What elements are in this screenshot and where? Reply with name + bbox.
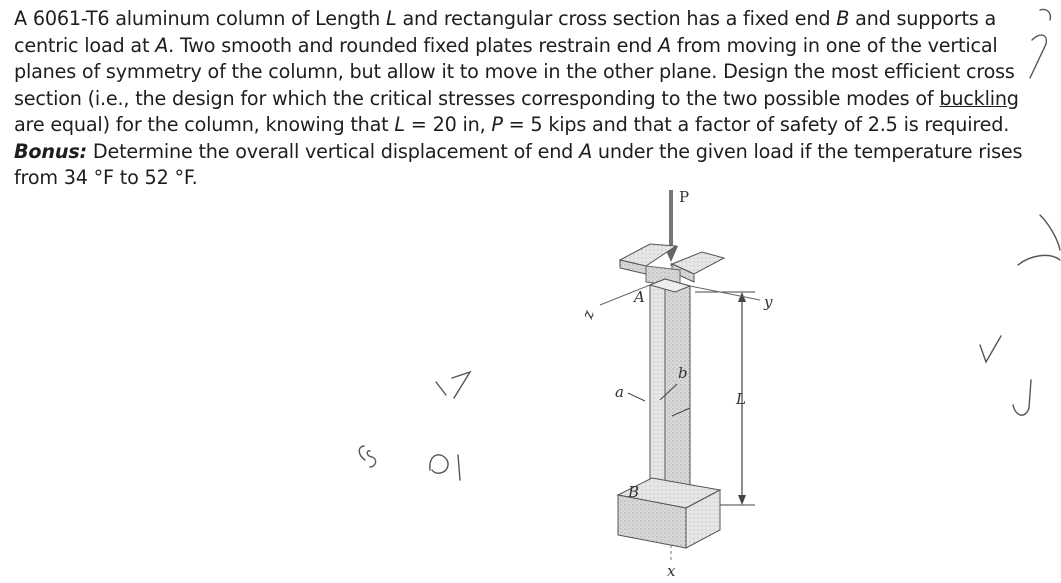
label-B: B [628, 483, 640, 501]
dimension-a-arrow [628, 393, 645, 401]
text-segment: A 6061-T6 aluminum column of Length [14, 7, 387, 30]
var-A: A [155, 33, 169, 57]
text-segment: and supports a centric load at [14, 7, 997, 57]
text-segment: = 5 kips and that a factor of safety of 2.5 is required. [502, 113, 1010, 136]
text-segment: Determine the overall vertical displacement of end [87, 139, 580, 163]
var-L: L [386, 7, 397, 30]
text-segment: = 20 in, [404, 113, 492, 136]
label-a: a [615, 383, 624, 401]
var-L: L [394, 113, 405, 136]
label-A: A [634, 288, 645, 306]
var-A: A [658, 33, 671, 57]
label-x: x [667, 562, 676, 580]
y-axis [690, 286, 760, 300]
text-segment: and rectangular cross section has a fixed end [396, 7, 837, 30]
bonus-label: Bonus: [14, 139, 88, 163]
underlined-word: buckling [939, 86, 1019, 110]
handwritten-marks [359, 9, 1060, 480]
text-segment: . Two smooth and rounded fixed plates restrain end [168, 33, 659, 57]
column [650, 279, 690, 510]
label-z: z [578, 308, 598, 321]
text-segment: are equal) for the column, knowing that [14, 113, 395, 136]
label-y: y [764, 293, 773, 311]
text-segment: from moving in one of the vertical planes of symmetry of the column, but allow it to move in the other plane. Design the most efficient cross section (i.e., the design for which the critical stresses corresponding to the two possible modes of [14, 33, 1015, 110]
label-L: L [736, 390, 746, 408]
var-P: P [491, 113, 503, 136]
var-A: A [579, 139, 592, 163]
text-segment: under the given load if the temperature rises from 34 °F to 52 °F. [14, 139, 1023, 189]
length-dimension [695, 292, 755, 505]
var-B: B [836, 7, 850, 30]
label-P: P [679, 188, 690, 206]
label-b: b [678, 364, 688, 382]
